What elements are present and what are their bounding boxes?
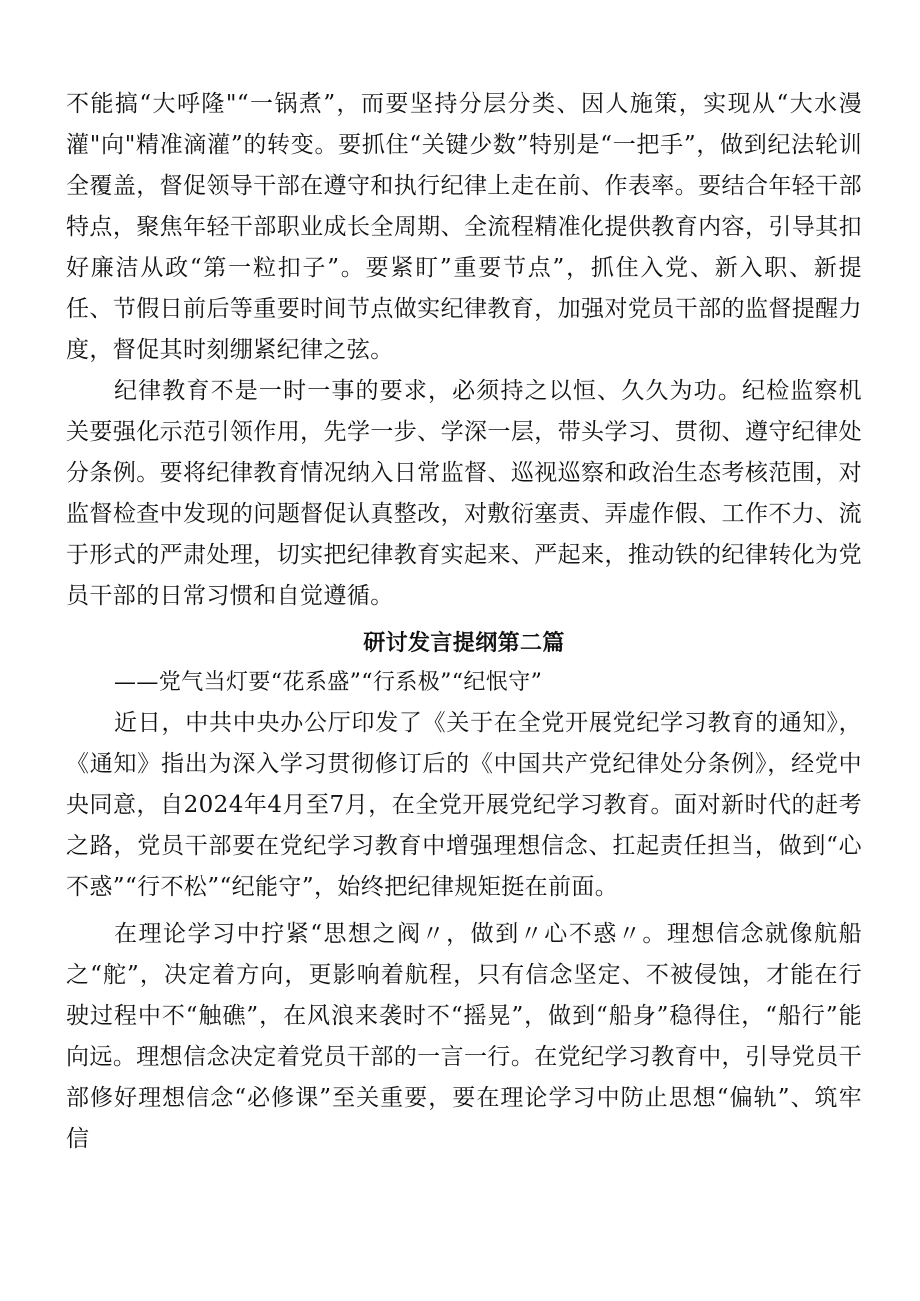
section-title: 研讨发言提纲第二篇	[363, 630, 565, 656]
document-body	[66, 84, 862, 1160]
paragraph-discipline-persistence: 纪律教育不是一时一事的要求，必须持之以恒、久久为功。纪检监察机关要强化示范引领作用，先学一步、学深一层，带头学习、贯彻、遵守纪律处分条例。要将纪律教育情况纳入日常监督、巡视巡察和政治生态考核范围，对监督检查中发现的问题督促认真整改，对敷衍塞责、弄虚作假、工作不力、流于形式的严肃处理，切实把纪律教育实起来、严起来，推动铁的纪律转化为党员干部的日常习惯和自觉遵循。	[66, 378, 862, 609]
section-subtitle: ——党气当灯要“花系盛”“行系极”“纪怋守”	[114, 670, 543, 695]
paragraph-notice-intro: 近日，中共中央办公厅印发了《关于在全党开展党纪学习教育的通知》，《通知》指出为深入学习贯彻修订后的《中国共产党纪律处分条例》，经党中央同意，自2024年4月至7月，在全党开展党纪学习教育。面对新时代的赶考之路，党员干部要在党纪学习教育中增强理想信念、扛起责任担当，做到“心不惑”“行不松”“纪能守”，始终把纪律规矩挺在前面。	[66, 710, 862, 900]
paragraph-discipline-layered: 不能搞“大呼隆"“一锅煮”，而要坚持分层分类、因人施策，实现从“大水漫灌"向"精准滴灌”的转变。要抓住“关键少数”特别是“一把手”，做到纪法轮训全覆盖，督促领导干部在遵守和执行纪律上走在前、作表率。要结合年轻干部特点，聚焦年轻干部职业成长全周期、全流程精准化提供教育内容，引导其扣好廉洁从政“第一粒扣子”。要紧盯”重要节点”，抓住入党、新入职、新提任、节假日前后等重要时间节点做实纪律教育，加强对党员干部的监督提醒力度，督促其时刻绷紧纪律之弦。	[66, 91, 862, 363]
paragraph-ideals-belief: 在理论学习中拧紧“思想之阀〃，做到〃心不惑〃。理想信念就像航船之“舵”，决定着方向，更影响着航程，只有信念坚定、不被侵蚀，才能在行驶过程中不“触礁”，在风浪来袭时不“摇晃”，做到“船身”稳得住，“船行”能向远。理想信念决定着党员干部的一言一行。在党纪学习教育中，引导党员干部修好理想信念“必修课”至关重要，要在理论学习中防止思想“偏轨”、筑牢信	[66, 921, 862, 1152]
